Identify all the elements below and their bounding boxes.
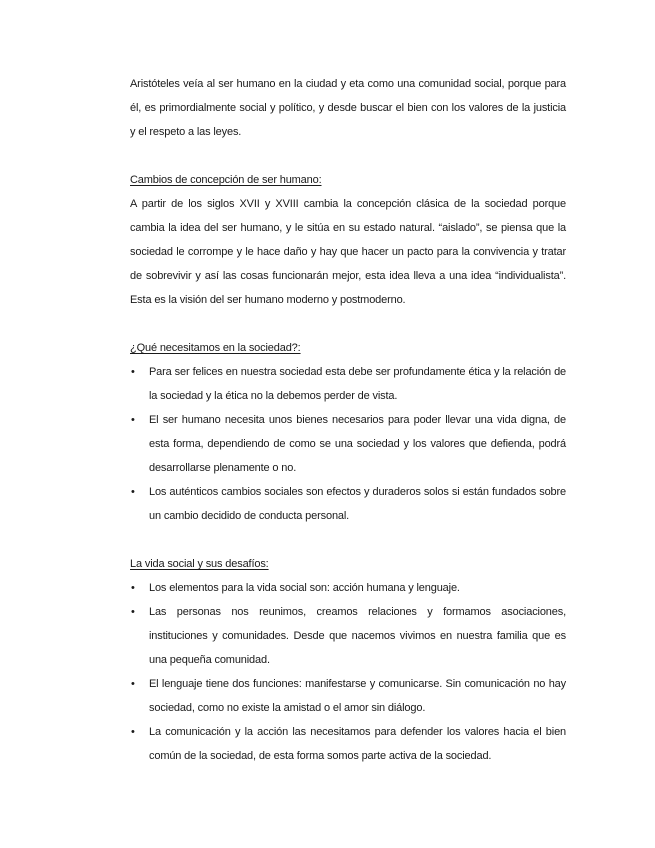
bullet-icon: • — [131, 678, 135, 690]
spacer — [130, 312, 566, 336]
bullet-icon: • — [131, 366, 135, 378]
list-item-text: Los auténticos cambios sociales son efectos y duraderos solos si están fundados sobre un cambio decidido de conducta personal. — [149, 486, 566, 522]
section-heading-necesitamos: ¿Qué necesitamos en la sociedad?: — [130, 342, 301, 354]
list-item — [130, 360, 566, 408]
list-item-text: Para ser felices en nuestra sociedad esta debe ser profundamente ética y la relación de la sociedad y la ética no la debemos perder de vista. — [149, 366, 566, 402]
list-item-text: El ser humano necesita unos bienes necesarios para poder llevar una vida digna, de esta forma, dependiendo de como se una sociedad y los valores que defienda, podrá desarrollarse plenamente o no. — [149, 414, 566, 474]
list-item-text: Los elementos para la vida social son: acción humana y lenguaje. — [149, 582, 460, 594]
vida-social-list — [130, 576, 566, 768]
list-item — [130, 408, 566, 480]
list-item — [130, 600, 566, 672]
list-item-text: El lenguaje tiene dos funciones: manifestarse y comunicarse. Sin comunicación no hay sociedad, como no existe la amistad o el amor sin diálogo. — [149, 678, 566, 714]
cambios-paragraph: A partir de los siglos XVII y XVIII cambia la concepción clásica de la sociedad porque cambia la idea del ser humano, y le sitúa en su estado natural. “aislado”, se piensa que la sociedad le corrompe y le hace daño y hay que hacer un pacto para la convivencia y tratar de sobrevivir y así las cosas funcionarán mejor, esta idea lleva a una idea “individualista”. Esta es la visión del ser humano moderno y postmoderno. — [130, 198, 566, 306]
bullet-icon: • — [131, 414, 135, 426]
bullet-icon: • — [131, 606, 135, 618]
list-item — [130, 720, 566, 768]
list-item-text: La comunicación y la acción las necesitamos para defender los valores hacia el bien común de la sociedad, de esta forma somos parte activa de la sociedad. — [149, 726, 566, 762]
spacer — [130, 144, 566, 168]
document-page — [130, 72, 566, 768]
section-heading-cambios: Cambios de concepción de ser humano: — [130, 174, 322, 186]
section-heading-vida-social: La vida social y sus desafíos: — [130, 558, 269, 570]
intro-paragraph: Aristóteles veía al ser humano en la ciudad y eta como una comunidad social, porque para él, es primordialmente social y político, y desde buscar el bien con los valores de la justicia y el respeto a las leyes. — [130, 78, 566, 138]
bullet-icon: • — [131, 582, 135, 594]
bullet-icon: • — [131, 486, 135, 498]
bullet-icon: • — [131, 726, 135, 738]
necesitamos-list — [130, 360, 566, 528]
list-item — [130, 672, 566, 720]
spacer — [130, 528, 566, 552]
list-item-text: Las personas nos reunimos, creamos relaciones y formamos asociaciones, instituciones y comunidades. Desde que nacemos vivimos en nuestra familia que es una pequeña comunidad. — [149, 606, 566, 666]
list-item — [130, 480, 566, 528]
list-item — [130, 576, 566, 600]
